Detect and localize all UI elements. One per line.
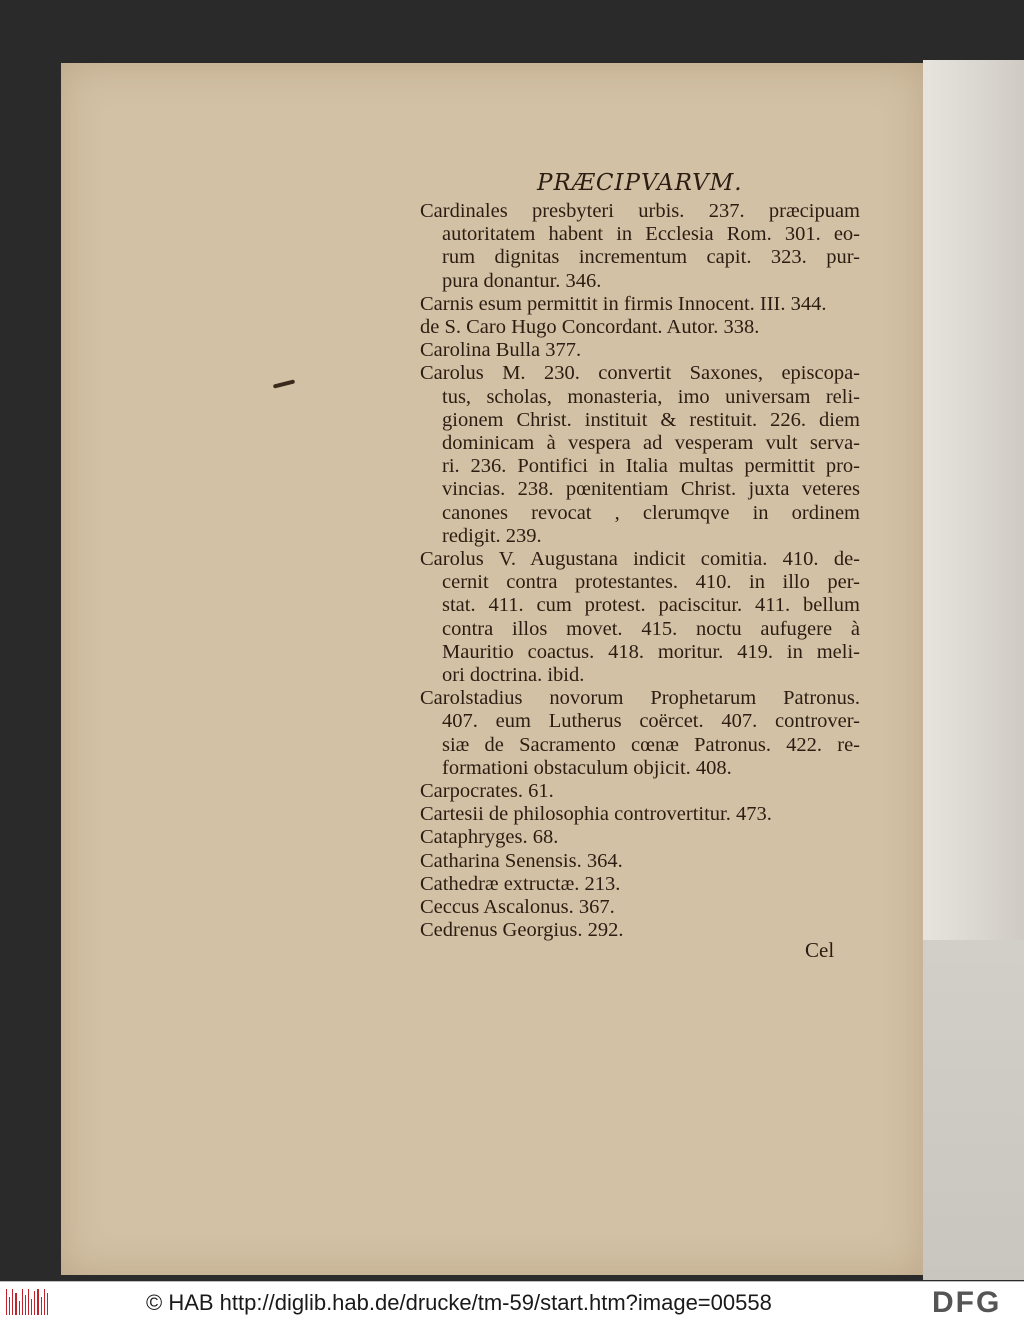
entry-line: pura donantur. 346. — [442, 269, 602, 292]
entry-line: tus, scholas, monasteria, imo universam reli- — [442, 385, 860, 408]
entry-line: de S. Caro Hugo Concordant. Autor. 338. — [420, 316, 760, 339]
entry-line: Cedrenus Georgius. 292. — [420, 919, 624, 942]
entry-line: siæ de Sacramento cœnæ Patronus. 422. re- — [442, 733, 860, 756]
source-citation: © HAB http://diglib.hab.de/drucke/tm-59/start.htm?image=00558 — [146, 1290, 772, 1315]
entry-line: Carnis esum permittit in firmis Innocent. III. 344. — [420, 292, 827, 315]
entry-line: canones revocat , clerumqve in ordinem — [442, 501, 860, 524]
catchword: Cel — [805, 938, 835, 962]
entry-line: stat. 411. cum protest. paciscitur. 411. bellum — [442, 594, 860, 617]
logo-bar — [9, 1297, 10, 1315]
logo-bar — [34, 1291, 35, 1315]
index-entry — [420, 362, 860, 548]
entry-line: Cataphryges. 68. — [420, 826, 559, 849]
logo-bar — [6, 1289, 7, 1315]
entry-line: contra illos movet. 415. noctu aufugere à — [442, 617, 860, 640]
index-entry — [420, 919, 860, 942]
entry-line: Cardinales presbyteri urbis. 237. præcipuam — [420, 200, 860, 222]
logo-bar — [31, 1299, 32, 1315]
viewer-footer — [0, 1281, 1024, 1323]
index-entry — [420, 826, 860, 849]
index-entry — [420, 850, 860, 873]
logo-bar — [22, 1289, 23, 1315]
entry-line: formationi obstaculum objicit. 408. — [442, 756, 732, 779]
dfg-logo[interactable]: DFG — [932, 1286, 1002, 1319]
index-entry — [420, 803, 860, 826]
logo-bar — [47, 1293, 48, 1315]
entry-line: 407. eum Lutherus coërcet. 407. controver- — [442, 710, 860, 733]
logo-bar — [12, 1289, 13, 1315]
entry-line: Carolus V. Augustana indicit comitia. 410. de- — [420, 548, 860, 571]
index-entry — [420, 200, 860, 293]
entry-line: Cartesii de philosophia controvertitur. 473. — [420, 803, 772, 826]
index-entry — [420, 293, 860, 316]
logo-bar — [19, 1301, 20, 1315]
logo-bar — [25, 1295, 26, 1315]
entry-line: Carolstadius novorum Prophetarum Patronus. — [420, 687, 860, 710]
index-entries — [420, 200, 860, 943]
index-entry — [420, 316, 860, 339]
entry-line: Catharina Senensis. 364. — [420, 849, 623, 872]
logo-bar — [44, 1289, 45, 1315]
entry-line: vincias. 238. pœnitentiam Christ. juxta veteres — [442, 478, 860, 501]
hab-barcode-logo-icon[interactable] — [6, 1289, 48, 1315]
entry-line: gionem Christ. instituit & restituit. 226. diem — [442, 408, 860, 431]
entry-line: autoritatem habent in Ecclesia Rom. 301. eo- — [442, 223, 860, 246]
entry-line: redigit. 239. — [442, 524, 542, 547]
entry-line: Mauritio coactus. 418. moritur. 419. in meli- — [442, 640, 860, 663]
entry-line: Carpocrates. 61. — [420, 780, 554, 803]
logo-bar — [37, 1289, 38, 1315]
adjacent-page-lower — [923, 940, 1024, 1280]
logo-bar — [41, 1297, 42, 1315]
index-entry — [420, 687, 860, 780]
index-entry — [420, 548, 860, 687]
entry-line: Carolus M. 230. convertit Saxones, episcopa- — [420, 362, 860, 385]
entry-line: dominicam à vespera ad vesperam vult serva- — [442, 432, 860, 455]
index-entry — [420, 896, 860, 919]
page-header: PRÆCIPVARVM. — [537, 170, 743, 196]
entry-line: ri. 236. Pontifici in Italia multas permittit pro- — [442, 455, 860, 478]
entry-line: ori doctrina. ibid. — [442, 664, 585, 687]
logo-bar — [28, 1289, 29, 1315]
index-entry — [420, 339, 860, 362]
index-entry — [420, 873, 860, 896]
entry-line: rum dignitas incrementum capit. 323. pur- — [442, 246, 860, 269]
index-entry — [420, 780, 860, 803]
entry-line: Cathedræ extructæ. 213. — [420, 872, 621, 895]
entry-line: cernit contra protestantes. 410. in illo per- — [442, 571, 860, 594]
entry-line: Ceccus Ascalonus. 367. — [420, 896, 615, 919]
entry-line: Carolina Bulla 377. — [420, 339, 582, 362]
logo-bar — [15, 1293, 16, 1315]
